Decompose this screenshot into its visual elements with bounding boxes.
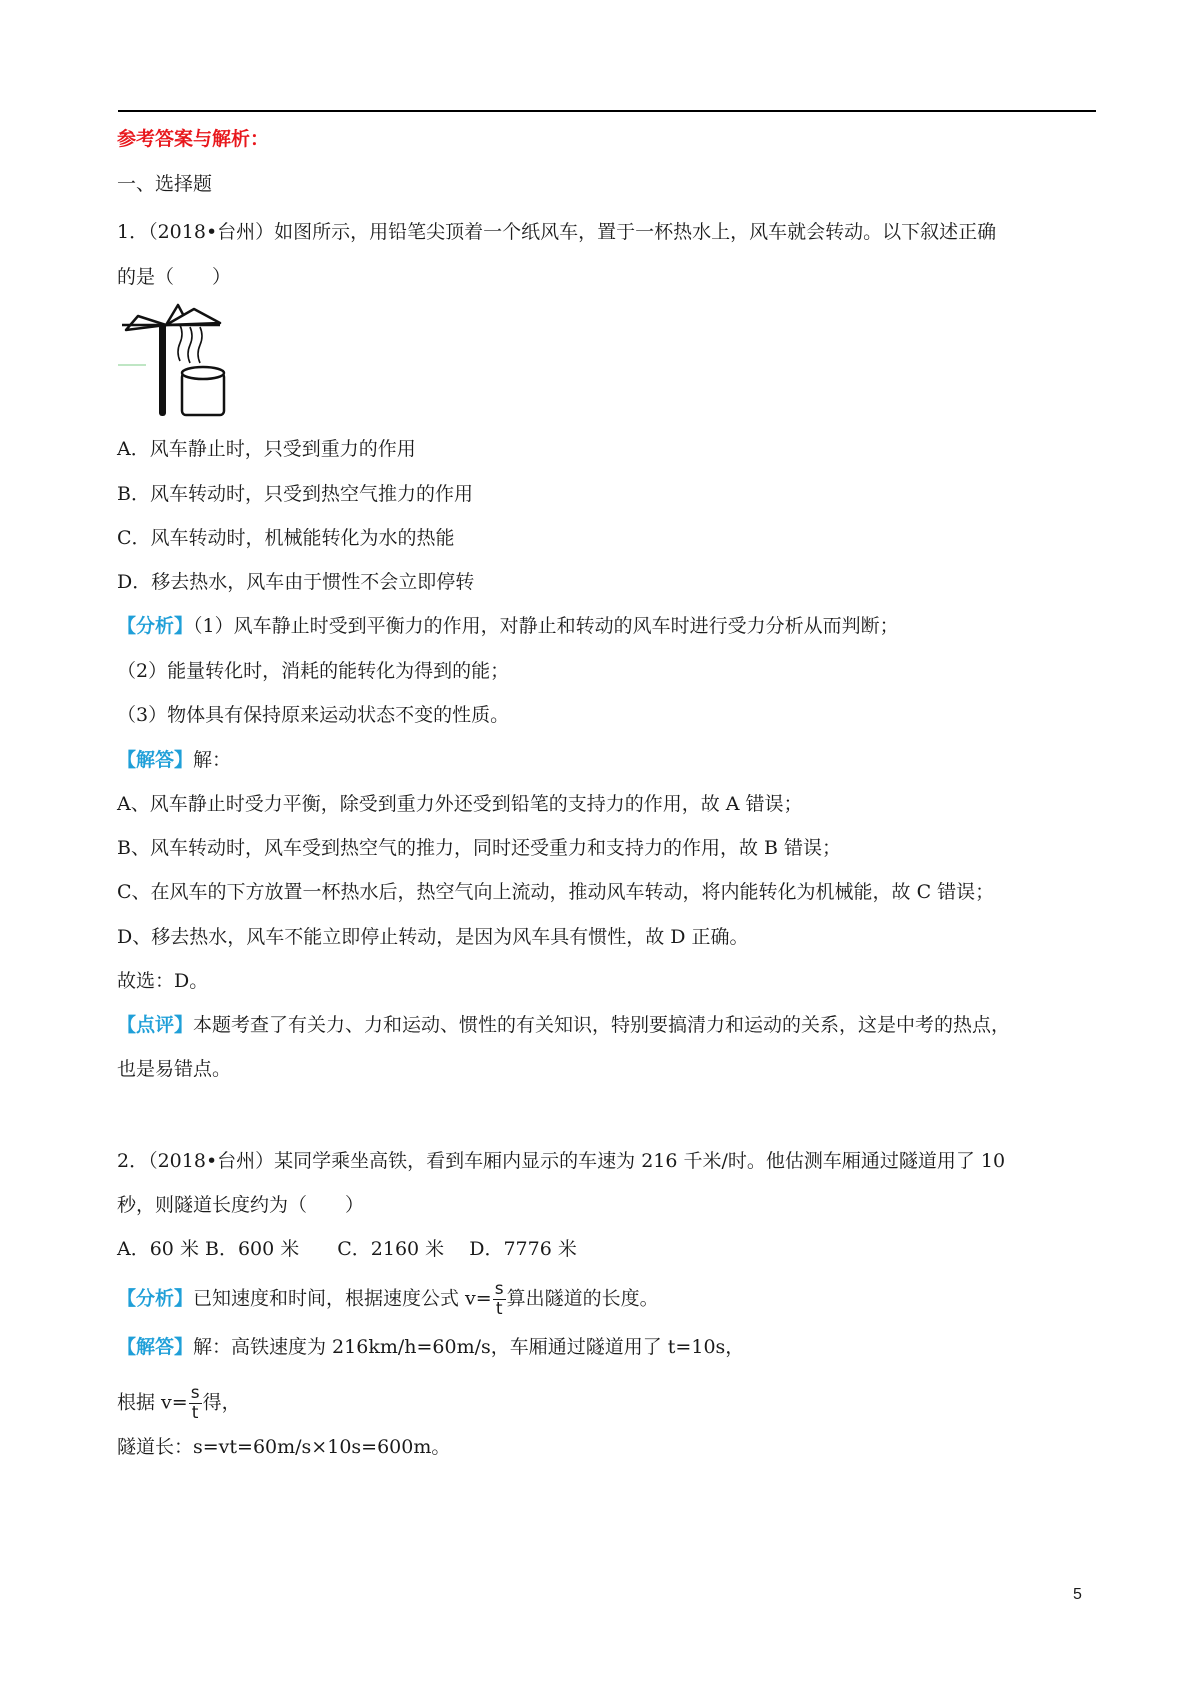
q1-analysis-line3: （3）物体具有保持原来运动状态不变的性质。 xyxy=(117,704,510,726)
answer-text: 解：高铁速度为 216km/h=60m/s，车厢通过隧道用了 t=10s， xyxy=(193,1336,745,1358)
q1-stem-line1: 1．（2018•台州）如图所示，用铅笔尖顶着一个纸风车，置于一杯热水上，风车就会转动。以下叙述正确 xyxy=(117,221,997,243)
basis-pre: 根据 v= xyxy=(117,1391,188,1414)
speed-fraction xyxy=(493,1280,506,1319)
fraction-numerator: s xyxy=(494,1279,504,1299)
q1-stem-line2: 的是（ ） xyxy=(117,266,232,288)
q2-stem-line2: 秒，则隧道长度约为（ ） xyxy=(117,1194,365,1216)
answer-head-text: 解： xyxy=(193,749,232,771)
q1-answer-d: D、移去热水，风车不能立即停止转动，是因为风车具有惯性，故 D 正确。 xyxy=(117,926,749,948)
q2-stem-line1: 2．（2018•台州）某同学乘坐高铁，看到车厢内显示的车速为 216 千米/时。他估测车厢通过隧道用了 10 xyxy=(117,1150,1006,1172)
pinwheel-figure xyxy=(118,303,230,418)
q1-answer-b: B、风车转动时，风车受到热空气的推力，同时还受重力和支持力的作用，故 B 错误； xyxy=(117,837,842,859)
comment-text: 本题考查了有关力、力和运动、惯性的有关知识，特别要搞清力和运动的关系，这是中考的热点， xyxy=(193,1014,1011,1036)
header-rule xyxy=(118,110,1096,112)
q1-option-a: A．风车静止时，只受到重力的作用 xyxy=(117,438,416,460)
q1-answer-c: C、在风车的下方放置一杯热水后，热空气向上流动，推动风车转动，将内能转化为机械能，故 C 错误； xyxy=(117,881,995,903)
fraction-denominator: t xyxy=(191,1403,199,1423)
q1-analysis-line1 xyxy=(117,614,899,638)
analysis-tag: 【分析】 xyxy=(117,1287,194,1310)
q1-option-b: B．风车转动时，只受到热空气推力的作用 xyxy=(117,483,473,505)
q1-option-c: C．风车转动时，机械能转化为水的热能 xyxy=(117,527,455,549)
page-number: 5 xyxy=(1073,1586,1082,1603)
q1-option-d: D．移去热水，风车由于惯性不会立即停转 xyxy=(117,571,475,593)
q2-answer xyxy=(117,1335,744,1359)
analysis-tag: 【分析】 xyxy=(117,615,194,637)
analysis-post: 算出隧道的长度。 xyxy=(506,1287,659,1310)
section-title: 一、选择题 xyxy=(117,173,213,195)
q2-basis xyxy=(117,1384,241,1423)
q1-comment-line1 xyxy=(117,1013,1010,1037)
speed-fraction xyxy=(189,1384,202,1423)
basis-post: 得， xyxy=(202,1391,241,1414)
fraction-denominator: t xyxy=(495,1299,503,1319)
analysis-text: （1）风车静止时受到平衡力的作用，对静止和转动的风车时进行受力分析从而判断； xyxy=(193,615,899,637)
answer-tag: 【解答】 xyxy=(117,1336,194,1358)
q2-result: 隧道长：s=vt=60m/s×10s=600m。 xyxy=(117,1436,451,1458)
q2-analysis xyxy=(117,1280,659,1319)
answer-tag: 【解答】 xyxy=(117,749,194,771)
q1-answer-head xyxy=(117,748,231,772)
q2-options: A．60 米 B．600 米 C．2160 米 D．7776 米 xyxy=(117,1238,577,1260)
fraction-numerator: s xyxy=(190,1383,200,1403)
q1-comment-line2: 也是易错点。 xyxy=(117,1058,232,1080)
answers-heading: 参考答案与解析： xyxy=(117,128,270,150)
comment-tag: 【点评】 xyxy=(117,1014,194,1036)
q1-choice: 故选：D。 xyxy=(117,970,209,992)
q1-answer-a: A、风车静止时受力平衡，除受到重力外还受到铅笔的支持力的作用，故 A 错误； xyxy=(117,793,803,815)
q1-analysis-line2: （2）能量转化时，消耗的能转化为得到的能； xyxy=(117,660,510,682)
analysis-pre: 已知速度和时间，根据速度公式 v= xyxy=(193,1287,492,1310)
